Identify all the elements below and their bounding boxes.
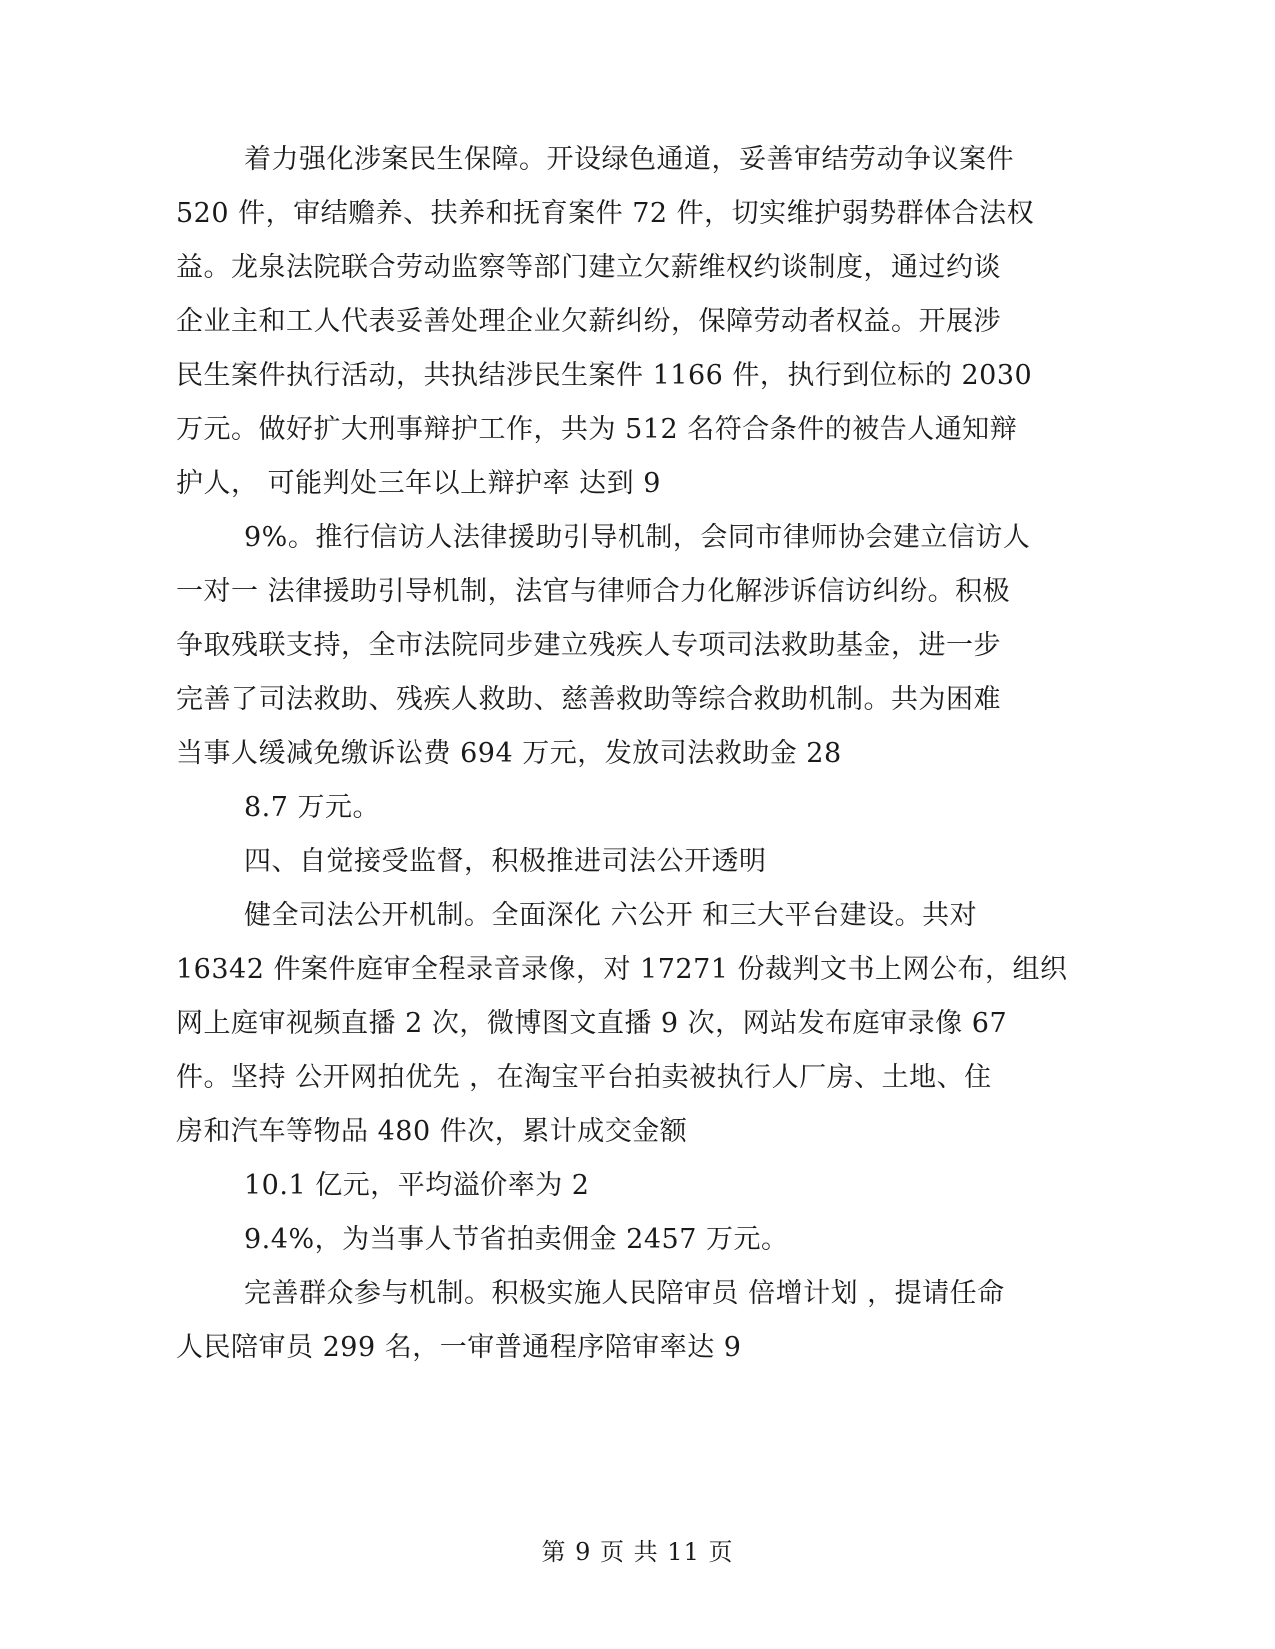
paragraph-line: 9.4%，为当事人节省拍卖佣金 2457 万元。 — [244, 1224, 789, 1255]
paragraph-line: 8.7 万元。 — [244, 792, 381, 823]
paragraph-line: 完善了司法救助、残疾人救助、慈善救助等综合救助机制。共为困难 — [176, 684, 1001, 715]
paragraph-line: 完善群众参与机制。积极实施人民陪审员 倍增计划 ，提请任命 — [244, 1278, 1005, 1309]
paragraph-line: 520 件，审结赡养、扶养和抚育案件 72 件，切实维护弱势群体合法权 — [176, 198, 1035, 229]
paragraph-line: 健全司法公开机制。全面深化 六公开 和三大平台建设。共对 — [244, 900, 978, 931]
paragraph-line: 当事人缓减免缴诉讼费 694 万元，发放司法救助金 28 — [176, 738, 842, 769]
paragraph-line: 10.1 亿元，平均溢价率为 2 — [244, 1170, 590, 1201]
page-number: 第 9 页 共 11 页 — [541, 1538, 734, 1566]
paragraph-line: 万元。做好扩大刑事辩护工作，共为 512 名符合条件的被告人通知辩 — [176, 414, 1018, 445]
paragraph-line: 16342 件案件庭审全程录音录像，对 17271 份裁判文书上网公布，组织 — [176, 954, 1068, 985]
paragraph-line: 房和汽车等物品 480 件次，累计成交金额 — [176, 1116, 688, 1147]
paragraph-line: 护人， 可能判处三年以上辩护率 达到 9 — [176, 468, 661, 499]
section-heading: 四、自觉接受监督，积极推进司法公开透明 — [244, 846, 767, 877]
paragraph-line: 着力强化涉案民生保障。开设绿色通道，妥善审结劳动争议案件 — [244, 144, 1014, 175]
paragraph-line: 件。坚持 公开网拍优先 ，在淘宝平台拍卖被执行人厂房、土地、住 — [176, 1062, 992, 1093]
paragraph-line: 一对一 法律援助引导机制，法官与律师合力化解涉诉信访纠纷。积极 — [176, 576, 1011, 607]
paragraph-line: 人民陪审员 299 名，一审普通程序陪审率达 9 — [176, 1332, 742, 1363]
paragraph-line: 益。龙泉法院联合劳动监察等部门建立欠薪维权约谈制度，通过约谈 — [176, 252, 1001, 283]
paragraph-line: 企业主和工人代表妥善处理企业欠薪纠纷，保障劳动者权益。开展涉 — [176, 306, 1001, 337]
paragraph-line: 9%。推行信访人法律援助引导机制，会同市律师协会建立信访人 — [244, 522, 1031, 553]
paragraph-line: 民生案件执行活动，共执结涉民生案件 1166 件，执行到位标的 2030 — [176, 360, 1033, 391]
paragraph-line: 争取残联支持，全市法院同步建立残疾人专项司法救助基金，进一步 — [176, 630, 1001, 661]
paragraph-line: 网上庭审视频直播 2 次，微博图文直播 9 次，网站发布庭审录像 67 — [176, 1008, 1008, 1039]
